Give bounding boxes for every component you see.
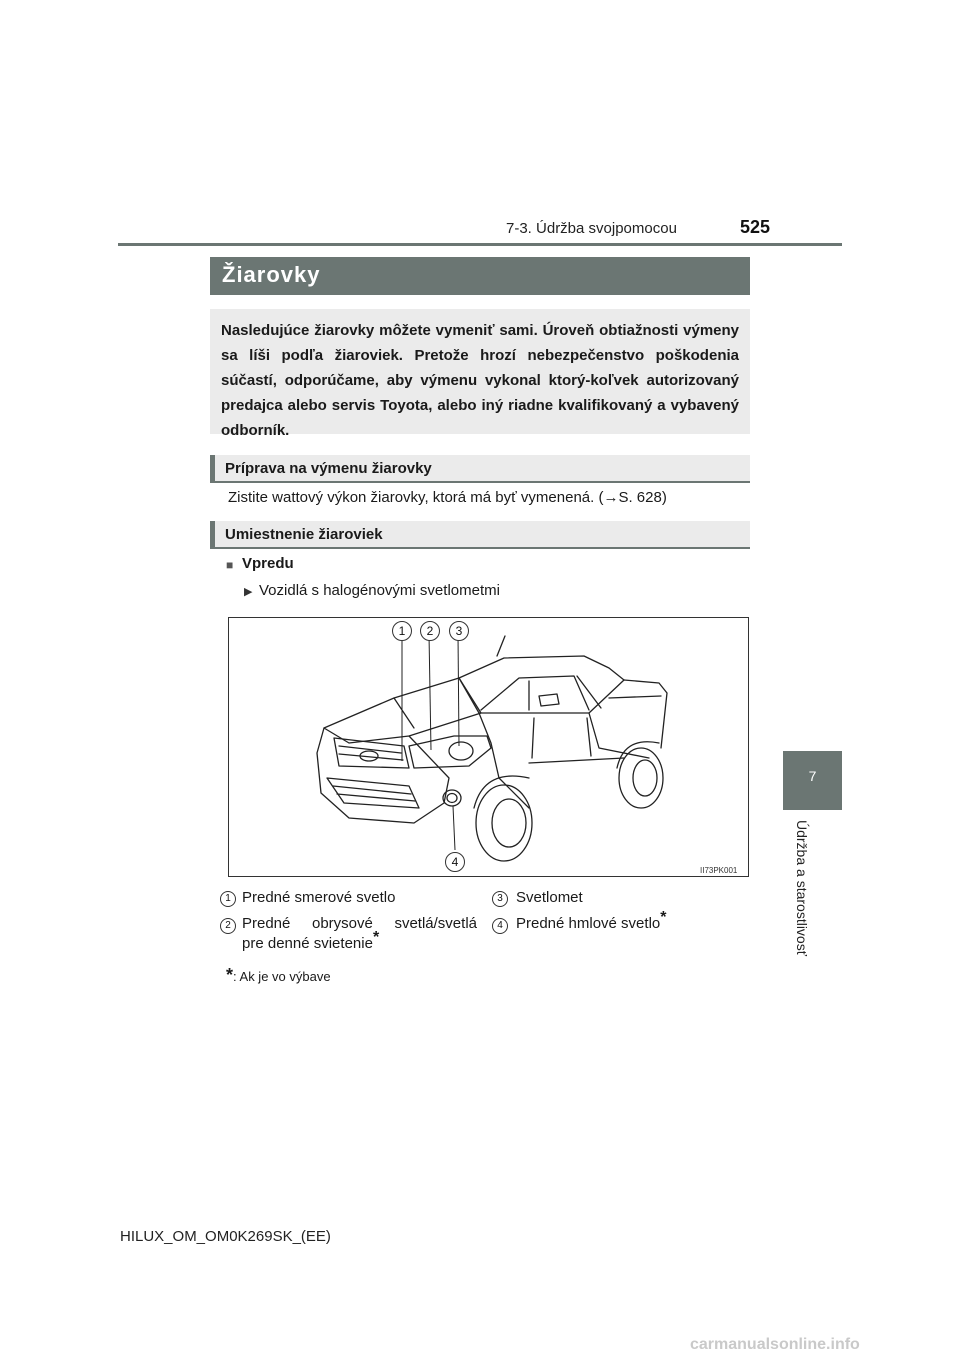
legend-text-4 — [516, 909, 667, 932]
header-divider — [118, 243, 842, 246]
halogen-vehicles-label: Vozidlá s halogénovými svetlometmi — [259, 582, 500, 599]
callout-4: 4 — [445, 852, 465, 872]
legend-text-1: Predné smerové svetlo — [242, 889, 396, 906]
legend-num-4: 4 — [492, 918, 508, 934]
legend-num-2: 2 — [220, 918, 236, 934]
legend-text-3: Svetlomet — [516, 889, 583, 906]
vehicle-figure — [228, 617, 749, 877]
front-label: Vpredu — [242, 555, 294, 572]
pickup-truck-illustration — [229, 618, 748, 876]
figure-code: II73PK001 — [700, 866, 738, 875]
legend-text-2b — [242, 929, 380, 952]
legend-num-1: 1 — [220, 891, 236, 907]
triangle-bullet-icon: ▶ — [244, 586, 253, 598]
legend-text-2b-label: pre denné svietenie — [242, 935, 373, 952]
legend-num-3: 3 — [492, 891, 508, 907]
subheading-location — [210, 521, 750, 549]
footnote — [226, 965, 331, 986]
legend-star-2: * — [372, 929, 380, 946]
intro-box — [210, 309, 750, 439]
footnote-star: * — [226, 965, 234, 985]
subheading-preparation — [210, 455, 750, 483]
footnote-text: : Ak je vo výbave — [233, 969, 331, 984]
callout-1: 1 — [392, 621, 412, 641]
intro-text: Nasledujúce žiarovky môžete vymeniť sami. Úroveň obtiažnosti výmeny sa líši podľa žiaroviek. Pretože hrozí nebezpečenstvo poškodenia súčastí, odporúčame, aby výmenu vykonal ktorý-koľvek autorizovaný predajca alebo servis Toyota, alebo iný riadne kvalifikovaný a vybavený odborník. — [221, 322, 739, 439]
square-bullet-icon: ■ — [226, 558, 234, 572]
chapter-number: 7 — [808, 768, 817, 784]
watermark: carmanualsonline.info — [690, 1336, 860, 1353]
subheading-location-label: Umiestnenie žiaroviek — [225, 526, 383, 543]
page-number: 525 — [740, 217, 771, 237]
legend-star-4: * — [660, 909, 667, 926]
chapter-title: Údržba a starostlivosť — [794, 820, 810, 956]
subheading-preparation-label: Príprava na výmenu žiarovky — [225, 460, 432, 477]
section-breadcrumb: 7-3. Údržba svojpomocou — [506, 220, 677, 237]
preparation-text: Zistite wattový výkon žiarovky, ktorá má byť vymenená. (→S. 628) — [228, 489, 667, 506]
legend-text-4-label: Predné hmlové svetlo — [516, 915, 661, 932]
page-title: Žiarovky — [222, 262, 321, 287]
callout-2: 2 — [420, 621, 440, 641]
legend-text-2a: Predné obrysové svetlá/svetlá — [242, 915, 477, 932]
document-code: HILUX_OM_OM0K269SK_(EE) — [120, 1228, 331, 1245]
callout-3: 3 — [449, 621, 469, 641]
